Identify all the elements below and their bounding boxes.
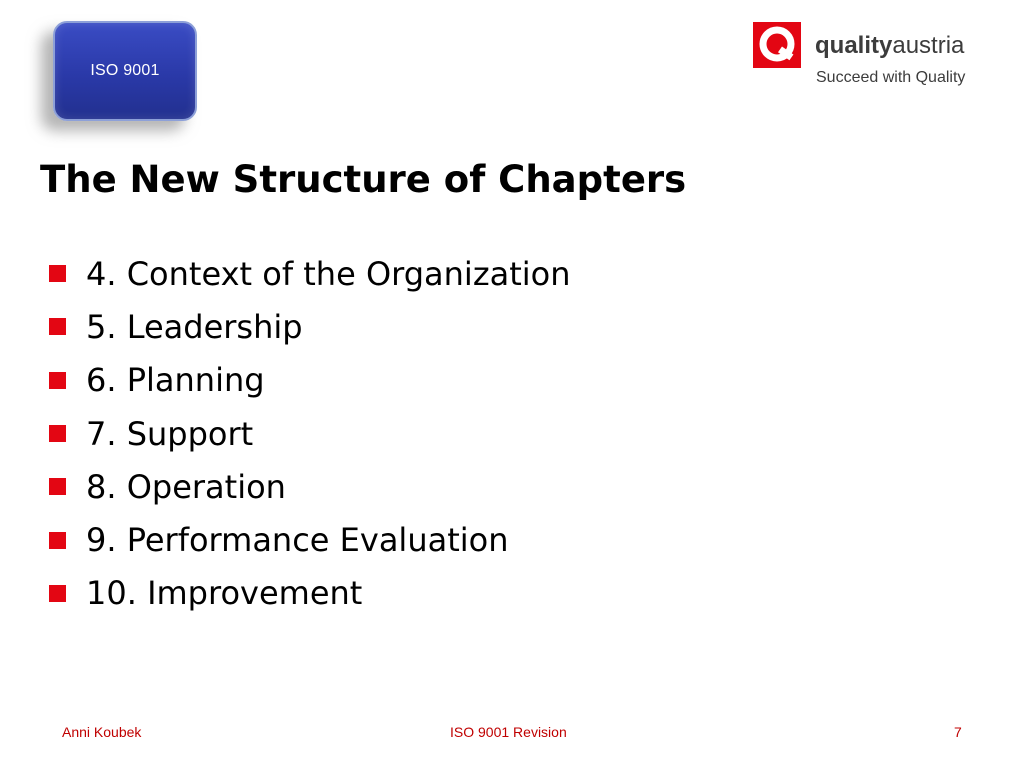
list-item-text: 9. Performance Evaluation (86, 521, 509, 560)
q-logo-icon (753, 22, 801, 68)
list-item (49, 354, 571, 407)
footer-author: Anni Koubek (62, 724, 142, 740)
bullet-square-icon (49, 585, 66, 602)
bullet-square-icon (49, 425, 66, 442)
list-item (49, 460, 571, 513)
logo-wordmark-regular: austria (892, 32, 965, 59)
list-item-text: 7. Support (86, 414, 254, 453)
list-item (49, 407, 571, 460)
bullet-square-icon (49, 532, 66, 549)
bullet-square-icon (49, 265, 66, 282)
list-item (49, 567, 571, 620)
list-item-text: 10. Improvement (86, 574, 363, 613)
bullet-square-icon (49, 318, 66, 335)
list-item-text: 4. Context of the Organization (86, 254, 571, 293)
slide-title: The New Structure of Chapters (40, 158, 687, 201)
logo-tagline: Succeed with Quality (816, 69, 966, 86)
footer-title: ISO 9001 Revision (450, 724, 567, 740)
list-item-text: 6. Planning (86, 361, 265, 400)
list-item (49, 513, 571, 566)
bullet-square-icon (49, 372, 66, 389)
list-item (49, 247, 571, 300)
iso-badge (53, 21, 197, 121)
qualityaustria-logo (753, 22, 1005, 92)
list-item (49, 300, 571, 353)
bullet-square-icon (49, 478, 66, 495)
chapter-list (49, 247, 571, 620)
logo-wordmark (815, 34, 964, 58)
list-item-text: 5. Leadership (86, 307, 303, 346)
list-item-text: 8. Operation (86, 467, 286, 506)
logo-wordmark-bold: quality (815, 32, 893, 59)
page-number: 7 (954, 724, 962, 740)
badge-label: ISO 9001 (90, 62, 160, 79)
